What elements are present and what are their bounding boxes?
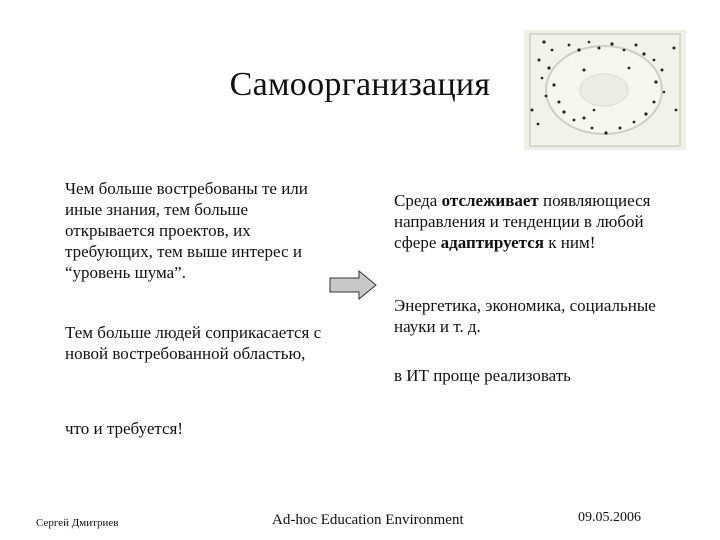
slide-title: Самоорганизация xyxy=(229,66,491,103)
right-p1-post: к ним! xyxy=(543,233,596,252)
right-arrow-icon xyxy=(329,270,377,300)
footer-date: 09.05.2006 xyxy=(578,510,641,525)
right-paragraph-1 xyxy=(394,190,684,253)
ant-colony-photo xyxy=(524,30,686,150)
right-p1-bold-tracks: отслеживает xyxy=(441,191,539,210)
right-p1-bold-adapts: адаптируется xyxy=(440,233,544,252)
left-paragraph-1: Чем больше востребованы те или иные знания, тем больше открывается проектов, их требующих, тем выше интерес и “уровень шума”. xyxy=(65,179,308,282)
right-p1-pre: Среда xyxy=(394,191,442,210)
left-paragraph-3: что и требуется! xyxy=(65,419,184,438)
footer-title: Ad-hoc Education Environment xyxy=(272,512,464,528)
right-p1-mid: появляющиеся направления и тенденции в любой сфере xyxy=(394,191,651,252)
left-paragraph-2: Тем больше людей соприкасается с новой востребованной областью, xyxy=(65,323,322,363)
footer-author: Сергей Дмитриев xyxy=(36,517,119,529)
right-paragraph-2: Энергетика, экономика, социальные науки и т. д. xyxy=(394,296,656,336)
right-paragraph-3: в ИТ проще реализовать xyxy=(394,366,571,385)
